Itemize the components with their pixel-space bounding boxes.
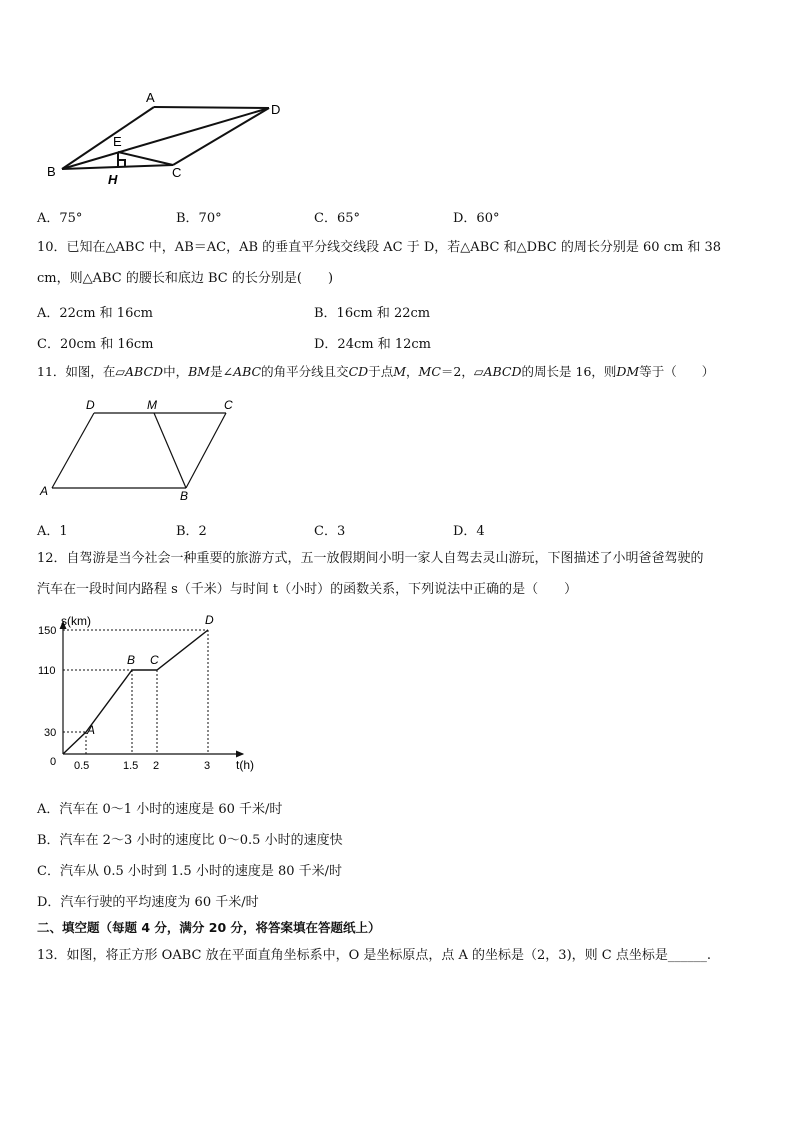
q12-y-tick-150: 150	[38, 625, 57, 637]
q11-option-c: C．3	[314, 524, 346, 539]
q11-label-a: A	[40, 484, 49, 498]
q10-option-c: C．20cm 和 16cm	[37, 337, 154, 352]
q11-text-16: 等于（ ）	[639, 364, 715, 379]
q12-y-tick-110: 110	[38, 665, 56, 677]
q13-end: .	[706, 948, 712, 963]
q11-text-4: 是	[210, 364, 223, 379]
q10-option-a: A．22cm 和 16cm	[37, 306, 153, 321]
q10-question-line1: 10．已知在△ABC 中，AB＝AC，AB 的垂直平分线交线段 AC 于 D，若△ABC 和△DBC 的周长分别是 60 cm 和 38	[37, 240, 722, 255]
q11-label-m: M	[147, 398, 157, 412]
q11-question	[37, 364, 714, 380]
q12-x-tick-0-5: 0.5	[74, 760, 90, 772]
q9-option-d: D．60°	[453, 211, 500, 226]
q12-y-tick-30: 30	[44, 727, 57, 739]
q12-point-d: D	[205, 613, 214, 627]
q11-option-b: B．2	[176, 524, 207, 539]
q12-x-tick-3: 3	[204, 760, 211, 772]
q11-text-10: ，	[406, 364, 419, 379]
q11-text-13: ▱ABCD	[473, 364, 522, 379]
q12-graph-line	[63, 630, 208, 754]
q10-option-d: D．24cm 和 12cm	[314, 337, 431, 352]
q11-text-3: BM	[188, 364, 211, 379]
q12-x-tick-1-5: 1.5	[123, 760, 139, 772]
section-2-title: 二、填空题（每题 4 分，满分 20 分，将答案填在答题纸上）	[37, 920, 381, 935]
q11-text-7: CD	[348, 364, 369, 379]
q10-option-b: B．16cm 和 22cm	[314, 306, 431, 321]
q13-text: 13．如图，将正方形 OABC 放在平面直角坐标系中，O 是坐标原点，点 A 的坐标是（2，3)，则 C 点坐标是	[37, 948, 668, 963]
q11-option-d: D．4	[453, 524, 485, 539]
q12-origin-label: 0	[50, 756, 57, 768]
q9-label-a: A	[146, 90, 155, 105]
q11-label-b: B	[180, 489, 189, 503]
q12-question-line1: 12．自驾游是当今社会一种重要的旅游方式，五一放假期间小明一家人自驾去灵山游玩，下图描述了小明爸爸驾驶的	[37, 551, 704, 566]
q11-text-12: ＝2，	[440, 364, 474, 379]
q12-y-axis-label: s(km)	[61, 614, 91, 628]
q12-question-line2: 汽车在一段时间内路程 s（千米）与时间 t（小时）的函数关系，下列说法中正确的是（ ）	[37, 582, 578, 597]
q9-option-a: A．75°	[37, 211, 83, 226]
q11-text-8: 于点	[368, 364, 394, 379]
q9-label-d: D	[271, 102, 281, 117]
q11-text-1: ▱ABCD	[115, 364, 164, 379]
q11-text-11: MC	[418, 364, 441, 379]
q12-option-d: D．汽车行驶的平均速度为 60 千米/时	[37, 895, 259, 910]
q12-x-tick-2: 2	[153, 760, 160, 772]
q11-label-d: D	[86, 398, 95, 412]
q11-text-14: 的周长是 16，则	[521, 364, 617, 379]
q11-figure	[34, 396, 244, 504]
q12-point-b: B	[127, 653, 136, 667]
q9-figure	[40, 88, 300, 188]
q9-label-b: B	[47, 164, 56, 179]
q11-text-5: ∠ABC	[222, 364, 262, 379]
q12-distance-time-graph	[28, 612, 268, 774]
q11-text-15: DM	[616, 364, 640, 379]
q11-label-c: C	[224, 398, 233, 412]
q11-text-9: M	[393, 364, 407, 379]
q11-text-0: 11．如图，在	[37, 364, 116, 379]
q9-label-h: H	[108, 172, 118, 187]
q13-answer-blank: ______	[667, 948, 707, 963]
q11-option-a: A．1	[37, 524, 68, 539]
q12-option-a: A．汽车在 0～1 小时的速度是 60 千米/时	[37, 802, 283, 817]
q9-label-c: C	[172, 165, 182, 180]
q9-label-e: E	[113, 134, 122, 149]
q10-question-line2: cm，则△ABC 的腰长和底边 BC 的长分别是( )	[37, 271, 334, 286]
q9-option-b: B．70°	[176, 211, 222, 226]
q11-text-2: 中，	[163, 364, 189, 379]
q13-question	[37, 948, 711, 964]
q11-text-6: 的角平分线且交	[261, 364, 349, 379]
q12-option-c: C．汽车从 0.5 小时到 1.5 小时的速度是 80 千米/时	[37, 864, 343, 879]
q12-option-b: B．汽车在 2～3 小时的速度比 0～0.5 小时的速度快	[37, 833, 343, 848]
q9-option-c: C．65°	[314, 211, 360, 226]
q12-point-a: A	[87, 723, 96, 737]
q12-point-c: C	[150, 653, 159, 667]
q12-x-axis-label: t(h)	[236, 758, 254, 772]
